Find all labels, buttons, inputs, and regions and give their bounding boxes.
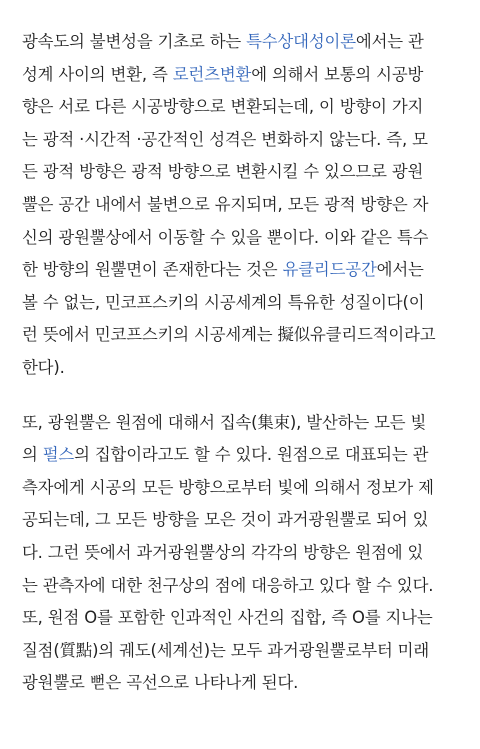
paragraph-1 — [22, 26, 462, 385]
text-line: 다. 그런 뜻에서 과거광원뿔상의 각각의 방향은 원점에 있 — [22, 542, 424, 562]
text-line — [22, 59, 462, 92]
text-run: 에서는 관 — [355, 32, 424, 51]
text-line: 는 광적 ·시간적 ·공간적인 성격은 변화하지 않는다. 즉, 모 — [22, 129, 428, 149]
text-line: 한다). — [22, 357, 65, 377]
text-run: 에서는 — [376, 260, 424, 280]
text-run: 한 방향의 원뿔면이 존재한다는 것은 — [22, 260, 283, 280]
text-line: 또, 원점 O를 포함한 인과적인 사건의 집합, 즉 O를 지나는 — [22, 608, 433, 628]
text-line — [22, 254, 462, 287]
text-line: 볼 수 없는, 민코프스키의 시공세계의 특유한 성질이다(이 — [22, 292, 425, 312]
text-line: 든 광적 방향은 광적 방향으로 변환시킬 수 있으므로 광원 — [22, 162, 424, 182]
text-line: 질점(質點)의 궤도(세계선)는 모두 과거광원뿔로부터 미래 — [22, 640, 430, 660]
link-lorentz-transformation[interactable]: 로런츠변환 — [172, 64, 252, 84]
text-line: 향은 서로 다른 시공방향으로 변환되는데, 이 방향이 가지 — [22, 97, 424, 117]
link-euclidean-space[interactable]: 유클리드공간 — [282, 260, 377, 280]
text-line: 또, 광원뿔은 원점에 대해서 집속(集束), 발산하는 모든 빛 — [22, 412, 427, 432]
link-special-relativity[interactable]: 특수상대성이론 — [246, 32, 356, 51]
text-run: 의 — [22, 445, 43, 465]
text-line — [22, 439, 462, 472]
link-pulse[interactable]: 펄스 — [42, 445, 75, 465]
text-line: 공되는데, 그 모든 방향을 모은 것이 과거광원뿔로 되어 있 — [22, 510, 429, 530]
paragraph-2 — [22, 407, 462, 700]
text-line — [22, 26, 462, 59]
text-line: 신의 광원뿔상에서 이동할 수 있을 뿐이다. 이와 같은 특수 — [22, 227, 429, 247]
text-line: 측자에게 시공의 모든 방향으로부터 빛에 의해서 정보가 제 — [22, 477, 434, 497]
text-run: 성계 사이의 변환, 즉 — [22, 64, 173, 84]
text-line: 는 관측자에 대한 천구상의 점에 대응하고 있다 할 수 있다. — [22, 575, 434, 595]
text-run: 의 집합이라고도 할 수 있다. 원점으로 대표되는 관 — [74, 445, 429, 465]
text-run: 에 의해서 보통의 시공방 — [251, 64, 424, 84]
text-line: 뿔은 공간 내에서 불변으로 유지되며, 모든 광적 방향은 자 — [22, 194, 429, 214]
text-line: 광원뿔로 뻗은 곡선으로 나타나게 된다. — [22, 673, 299, 693]
text-run: 광속도의 불변성을 기초로 하는 — [22, 32, 247, 51]
text-line: 런 뜻에서 민코프스키의 시공세계는 擬似유클리드적이라고 — [22, 325, 436, 345]
